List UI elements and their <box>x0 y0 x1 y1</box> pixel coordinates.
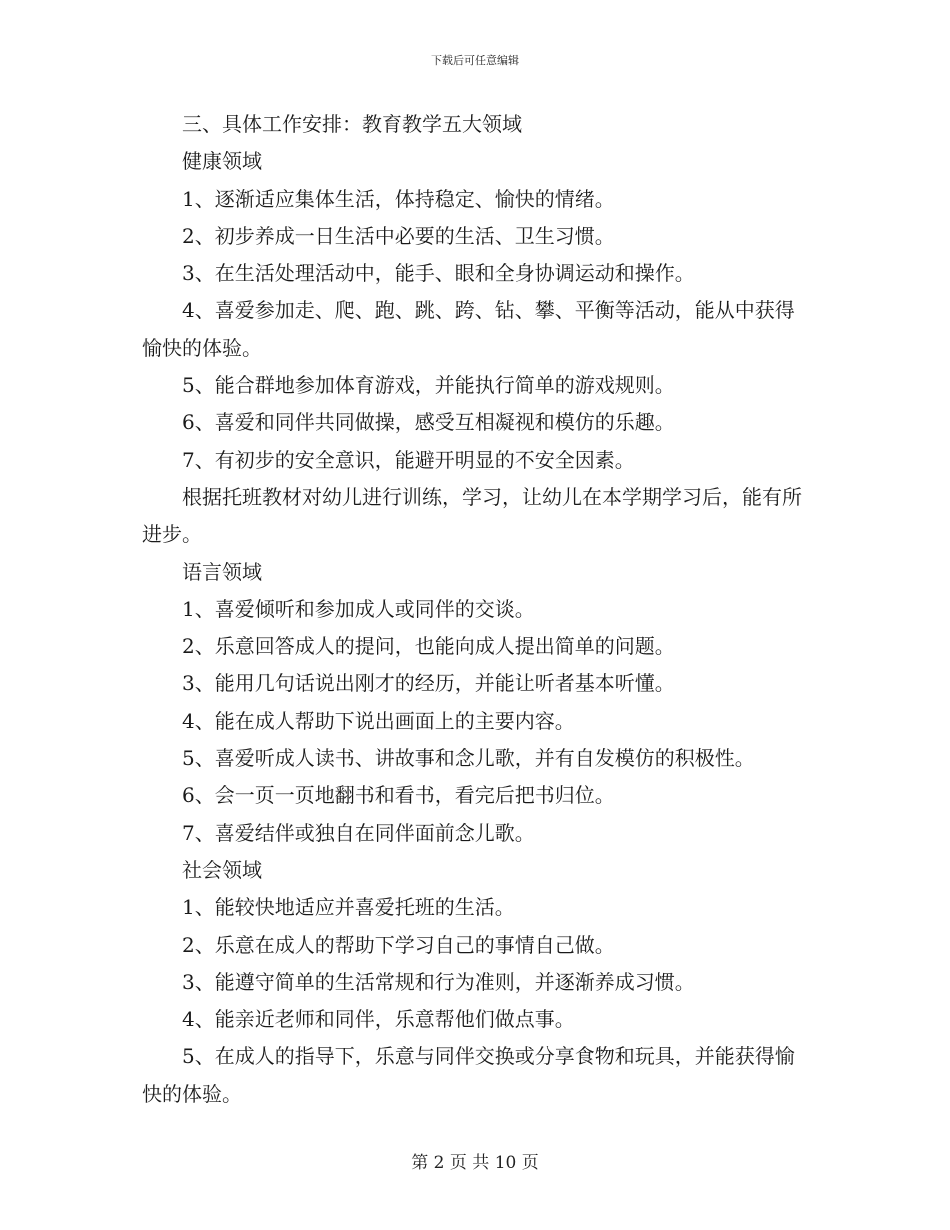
page-header: 下载后可任意编辑 <box>431 54 519 67</box>
list-item: 5、喜爱听成人读书、讲故事和念儿歌，并有自发模仿的积极性。 <box>182 746 755 771</box>
list-item: 7、喜爱结伴或独自在同伴面前念儿歌。 <box>182 820 535 845</box>
list-item: 1、逐渐适应集体生活，体持稳定、愉快的情绪。 <box>182 186 615 211</box>
list-item: 3、能遵守简单的生活常规和行为准则，并逐渐养成习惯。 <box>182 969 695 994</box>
subsection-title-social: 社会领域 <box>182 857 262 882</box>
list-item: 4、喜爱参加走、爬、跑、跳、跨、钻、攀、平衡等活动，能从中获得愉快的体验。 <box>142 298 795 360</box>
list-item: 1、能较快地适应并喜爱托班的生活。 <box>182 895 515 920</box>
list-item: 2、乐意回答成人的提问，也能向成人提出简单的问题。 <box>182 634 675 659</box>
body-paragraph: 根据托班教材对幼儿进行训练，学习，让幼儿在本学期学习后，能有所进步。 <box>142 484 802 547</box>
list-item: 3、能用几句话说出刚才的经历，并能让听者基本听懂。 <box>182 671 675 696</box>
document-body <box>142 106 810 1113</box>
list-item: 7、有初步的安全意识，能避开明显的不安全因素。 <box>182 447 635 472</box>
list-item: 2、乐意在成人的帮助下学习自己的事情自己做。 <box>182 932 615 957</box>
list-item: 2、初步养成一日生活中必要的生活、卫生习惯。 <box>182 223 615 248</box>
list-item: 4、能亲近老师和同伴，乐意帮他们做点事。 <box>182 1007 575 1032</box>
section-heading: 三、具体工作安排：教育教学五大领域 <box>182 112 522 136</box>
list-item: 3、在生活处理活动中，能手、眼和全身协调运动和操作。 <box>182 261 695 286</box>
page-number-footer: 第 2 页 共 10 页 <box>411 1153 539 1173</box>
subsection-title-language: 语言领域 <box>182 559 262 584</box>
list-item: 4、能在成人帮助下说出画面上的主要内容。 <box>182 708 575 733</box>
list-item: 1、喜爱倾听和参加成人或同伴的交谈。 <box>182 596 535 621</box>
list-item: 6、喜爱和同伴共同做操，感受互相凝视和模仿的乐趣。 <box>182 410 675 435</box>
subsection-title-health: 健康领域 <box>182 149 262 174</box>
list-item: 6、会一页一页地翻书和看书，看完后把书归位。 <box>182 783 615 808</box>
list-item: 5、在成人的指导下，乐意与同伴交换或分享食物和玩具，并能获得愉快的体验。 <box>142 1044 795 1106</box>
list-item: 5、能合群地参加体育游戏，并能执行简单的游戏规则。 <box>182 373 675 398</box>
